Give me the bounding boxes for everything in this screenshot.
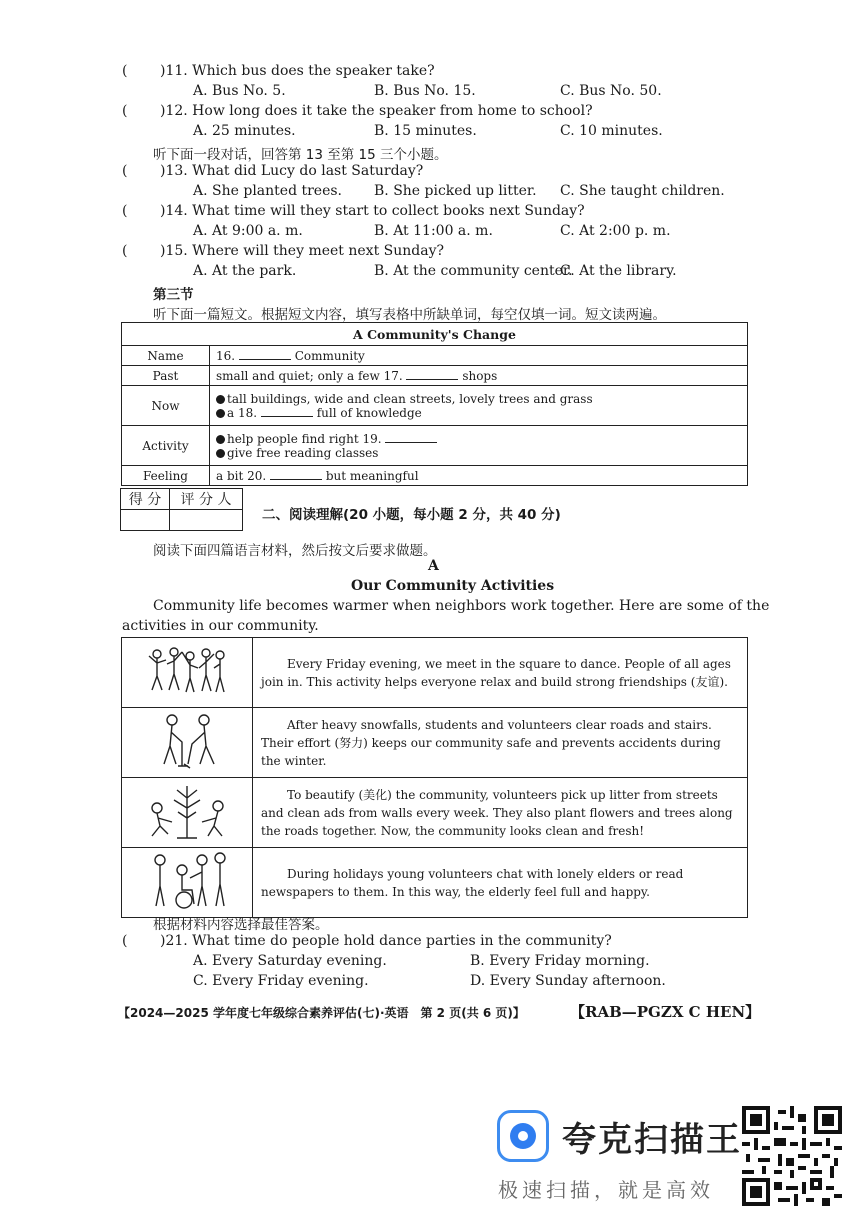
answer-paren: ( [122,243,128,259]
q12-option-c: C. 10 minutes. [560,123,663,139]
elderly-care-illustration [122,848,253,918]
question-14: )14. What time will they start to collect books next Sunday? [160,203,585,219]
row-label-now: Now [122,386,210,426]
q15-option-b: B. At the community center. [374,263,573,279]
score-box [120,488,243,531]
activity-beautify-text: To beautify (美化) the community, volunteers pick up litter from streets and clean ads from walls every week. They also plant flowers and trees along the roads together. Now, the community looks clean and fresh! [253,778,748,848]
bullet-icon [216,435,225,444]
row-label-past: Past [122,366,210,386]
score-label: 得 分 [121,489,170,510]
answer-paren: ( [122,203,128,219]
grader-cell[interactable] [170,510,243,531]
bullet-icon [216,409,225,418]
question-11: )11. Which bus does the speaker take? [160,63,435,79]
activity-line-2: give free reading classes [227,445,379,460]
answer-blank-18[interactable] [261,406,313,417]
choose-instruction: 根据材料内容选择最佳答案。 [153,917,329,933]
activity-dance-text: Every Friday evening, we meet in the square to dance. People of all ages join in. This activity helps everyone relax and build strong friendships (友谊). [253,638,748,708]
q13-option-c: C. She taught children. [560,183,725,199]
paper-code: 【RAB—PGZX C HEN】 [570,1003,761,1021]
q12-option-a: A. 25 minutes. [193,123,296,139]
q15-option-c: C. At the library. [560,263,677,279]
activity-snow-text: After heavy snowfalls, students and volunteers clear roads and stairs. Their effort (努力) keeps our community safe and prevents accidents during the winter. [253,708,748,778]
answer-blank-16[interactable] [239,349,291,360]
reading-section-title: 二、阅读理解(20 小题，每小题 2 分，共 40 分) [262,507,561,523]
blank-suffix: Community [294,348,365,363]
q11-option-b: B. Bus No. 15. [374,83,476,99]
passage-letter: A [428,558,439,574]
page-footer: 【2024—2025 学年度七年级综合素养评估(七)·英语 第 2 页(共 6 页)】 [118,1006,525,1020]
blank-suffix: shops [462,368,498,383]
row-label-name: Name [122,346,210,366]
blank-prefix: 16. [216,348,236,363]
blank-suffix: full of knowledge [316,405,422,420]
q14-option-a: A. At 9:00 a. m. [193,223,303,239]
watermark-brand: 夸克扫描王 [562,1120,742,1160]
tree-planting-illustration [122,778,253,848]
q21-option-b: B. Every Friday morning. [470,953,650,969]
answer-blank-17[interactable] [406,369,458,380]
question-21: )21. What time do people hold dance parties in the community? [160,933,612,949]
blank-prefix: a bit 20. [216,468,267,483]
passage-title: Our Community Activities [351,578,555,594]
instruction-13-15: 听下面一段对话，回答第 13 至第 15 三个小题。 [153,147,448,163]
q11-option-c: C. Bus No. 50. [560,83,662,99]
section3-instruction: 听下面一篇短文。根据短文内容，填写表格中所缺单词，每空仅填一词。短文读两遍。 [153,307,666,323]
score-cell[interactable] [121,510,170,531]
blank-suffix: but meaningful [325,468,419,483]
row-value-past [210,366,748,386]
bullet-icon [216,449,225,458]
answer-paren: ( [122,103,128,119]
q12-option-b: B. 15 minutes. [374,123,477,139]
blank-prefix: help people find right 19. [227,431,382,446]
reading-instruction: 阅读下面四篇语言材料，然后按文后要求做题。 [153,543,437,559]
q13-option-b: B. She picked up litter. [374,183,537,199]
question-13: )13. What did Lucy do last Saturday? [160,163,424,179]
activities-table [121,637,748,918]
activity-elderly-text: During holidays young volunteers chat with lonely elders or read newspapers to them. In this way, the elderly feel full and happy. [253,848,748,918]
watermark-slogan: 极速扫描，就是高效 [498,1178,714,1202]
grader-label: 评 分 人 [170,489,243,510]
now-line-1: tall buildings, wide and clean streets, lovely trees and grass [227,391,593,406]
answer-blank-20[interactable] [270,469,322,480]
listening-fill-table [121,322,748,486]
row-value-now [210,386,748,426]
quark-logo-icon [497,1110,549,1162]
passage-intro-line-1: Community life becomes warmer when neighbors work together. Here are some of the [153,598,770,614]
row-value-activity [210,426,748,466]
snow-clearing-illustration [122,708,253,778]
table-title: A Community's Change [122,323,748,346]
section3-heading: 第三节 [153,287,194,303]
q21-option-d: D. Every Sunday afternoon. [470,973,666,989]
answer-paren: ( [122,63,128,79]
q13-option-a: A. She planted trees. [193,183,343,199]
bullet-icon [216,395,225,404]
answer-blank-19[interactable] [385,432,437,443]
dance-illustration [122,638,253,708]
answer-paren: ( [122,933,128,949]
question-15: )15. Where will they meet next Sunday? [160,243,444,259]
row-label-feeling: Feeling [122,466,210,486]
passage-intro-line-2: activities in our community. [122,618,319,634]
q21-option-a: A. Every Saturday evening. [193,953,387,969]
question-12: )12. How long does it take the speaker from home to school? [160,103,593,119]
qr-code-icon [742,1106,842,1206]
blank-prefix: small and quiet; only a few 17. [216,368,403,383]
q14-option-b: B. At 11:00 a. m. [374,223,493,239]
row-label-activity: Activity [122,426,210,466]
q15-option-a: A. At the park. [193,263,297,279]
answer-paren: ( [122,163,128,179]
blank-prefix: a 18. [227,405,258,420]
row-value-feeling [210,466,748,486]
row-value-name [210,346,748,366]
q11-option-a: A. Bus No. 5. [193,83,286,99]
q14-option-c: C. At 2:00 p. m. [560,223,671,239]
q21-option-c: C. Every Friday evening. [193,973,369,989]
